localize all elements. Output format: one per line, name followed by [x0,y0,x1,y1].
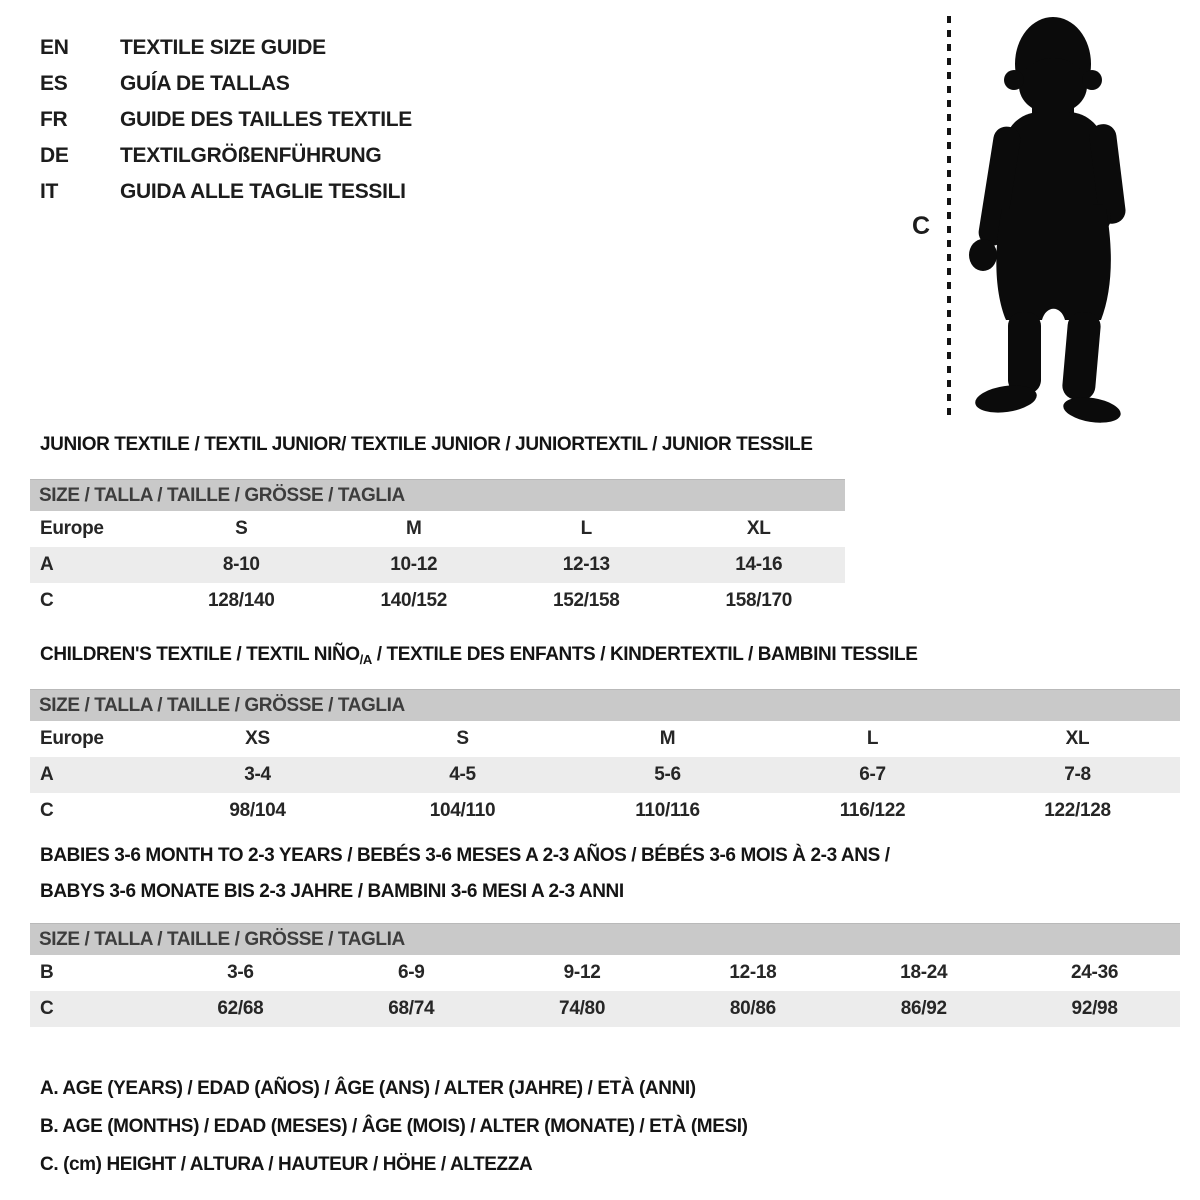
table-cell: 86/92 [838,991,1009,1027]
table-cell: 5-6 [565,757,770,793]
guide-title-it: GUIDA ALLE TAGLIE TESSILI [120,180,406,203]
table-row-height [30,793,1180,829]
table-row-age [30,547,845,583]
table-row-height [30,991,1180,1027]
table-cell: 3-6 [227,962,254,983]
legend-line-b: B. AGE (MONTHS) / EDAD (MESES) / ÂGE (MOIS) / ALTER (MONATE) / ETÀ (MESI) [40,1116,748,1137]
height-measure-dashed-line [947,16,951,416]
table-cell: XL [1065,728,1090,749]
table-cell: 9-12 [563,962,601,983]
table-cell: 92/98 [1009,991,1180,1027]
language-code: FR [40,108,68,131]
table-cell: 128/140 [207,590,275,611]
table-row-europe [30,721,1180,757]
section-title-children-suffix: / TEXTILE DES ENFANTS / KINDERTEXTIL / BAMBINI TESSILE [371,644,918,665]
row-label: B [40,962,54,983]
table-cell: 24-36 [1071,962,1119,983]
table-cell: 98/104 [229,800,286,821]
table-cell: 10-12 [328,547,501,583]
legend-line-c: C. (cm) HEIGHT / ALTURA / HAUTEUR / HÖHE / ALTEZZA [40,1154,533,1175]
table-cell: XL [746,518,771,539]
table-cell: L [866,728,879,749]
table-cell: 6-7 [770,757,975,793]
size-table-header: SIZE / TALLA / TAILLE / GRÖSSE / TAGLIA [30,479,845,511]
table-cell: 7-8 [975,757,1180,793]
height-measurement-figure [0,0,1200,440]
children-size-table [30,689,1180,829]
table-cell: 122/128 [1044,800,1111,821]
table-cell: M [405,518,422,539]
toddler-silhouette-icon [962,14,1148,424]
row-label: C [40,800,54,821]
table-cell: 116/122 [839,800,906,821]
table-cell: 4-5 [360,757,565,793]
table-cell: 62/68 [155,991,326,1027]
table-cell: 12-18 [729,962,777,983]
table-cell: 8-10 [155,547,328,583]
section-title-children-sub: /A [359,652,372,667]
table-row-height [30,583,845,619]
section-title-children [40,644,917,667]
table-cell: 6-9 [397,962,425,983]
language-code: IT [40,180,59,203]
table-cell: 140/152 [380,590,448,611]
row-label: A [30,547,155,583]
size-table-header: SIZE / TALLA / TAILLE / GRÖSSE / TAGLIA [30,923,1180,955]
guide-title-en: TEXTILE SIZE GUIDE [120,36,326,59]
measurement-legend [40,1070,748,1184]
table-cell: 18-24 [900,962,948,983]
section-title-children-prefix: CHILDREN'S TEXTILE / TEXTIL NIÑO [40,644,360,665]
guide-title-fr: GUIDE DES TAILLES TEXTILE [120,108,412,131]
language-code: EN [40,36,69,59]
language-code: ES [40,72,68,95]
table-cell: 104/110 [429,800,496,821]
row-label: C [30,991,155,1027]
row-label: A [30,757,155,793]
table-cell: S [235,518,248,539]
table-cell: 152/158 [552,590,620,611]
guide-title-es: GUÍA DE TALLAS [120,72,290,95]
row-label: Europe [40,728,104,749]
table-cell: L [580,518,592,539]
table-cell: 68/74 [326,991,497,1027]
guide-title-de: TEXTILGRÖßENFÜHRUNG [120,144,382,167]
row-label: Europe [40,518,104,539]
table-row-age [30,757,1180,793]
legend-line-a: A. AGE (YEARS) / EDAD (AÑOS) / ÂGE (ANS) / ALTER (JAHRE) / ETÀ (ANNI) [40,1078,696,1099]
table-cell: XS [245,728,270,749]
row-label: C [40,590,54,611]
section-title-babies-line2: BABYS 3-6 MONATE BIS 2-3 JAHRE / BAMBINI 3-6 MESI A 2-3 ANNI [40,881,624,902]
table-row-age-months [30,955,1180,991]
table-cell: 3-4 [155,757,360,793]
table-cell: 12-13 [500,547,673,583]
table-cell: S [456,728,469,749]
size-table-header: SIZE / TALLA / TAILLE / GRÖSSE / TAGLIA [30,689,1180,721]
section-title-babies-line1: BABIES 3-6 MONTH TO 2-3 YEARS / BEBÉS 3-6 MESES A 2-3 AÑOS / BÉBÉS 3-6 MOIS À 2-3 ANS / [40,845,890,866]
junior-size-table [30,479,845,619]
table-cell: 110/116 [635,800,700,821]
height-measure-label: C [912,212,930,240]
table-row-europe [30,511,845,547]
table-cell: M [659,728,676,749]
language-code: DE [40,144,69,167]
table-cell: 74/80 [497,991,668,1027]
section-title-junior: JUNIOR TEXTILE / TEXTIL JUNIOR/ TEXTILE JUNIOR / JUNIORTEXTIL / JUNIOR TESSILE [40,434,813,455]
table-cell: 14-16 [673,547,846,583]
table-cell: 80/86 [667,991,838,1027]
babies-size-table [30,923,1180,1027]
table-cell: 158/170 [725,590,793,611]
